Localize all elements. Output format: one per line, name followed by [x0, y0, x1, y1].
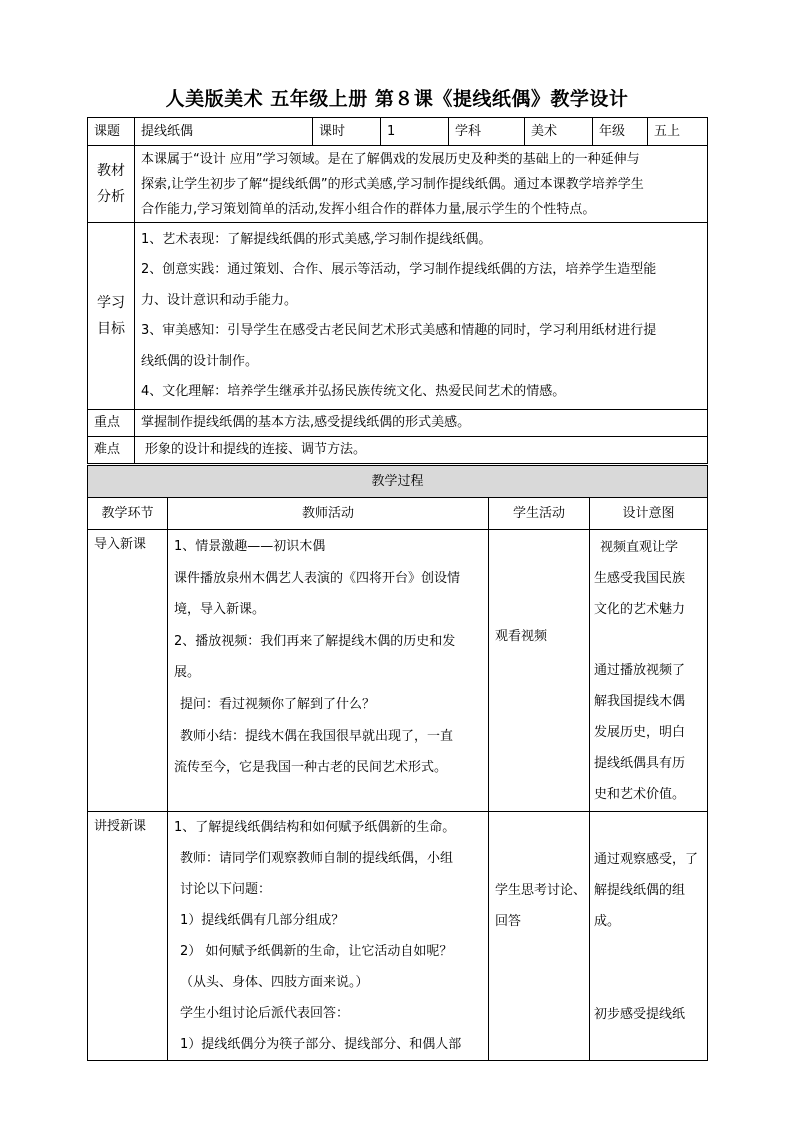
analysis-text: [135, 146, 708, 223]
teacher-line: 1、情景激趣——初识木偶: [174, 539, 326, 554]
intent-line: 史和艺术价值。: [594, 787, 686, 802]
teacher-line: 教师小结：提线木偶在我国很早就出现了，一直: [180, 728, 454, 744]
difficulty-row: [88, 437, 708, 464]
teacher-line: 1）提线纸偶有几部分组成？: [180, 913, 345, 928]
header-stage: 教学环节: [88, 498, 168, 530]
stage-cell: [88, 530, 168, 812]
teacher-line: 提问：看过视频你了解到了什么？: [180, 696, 376, 712]
process-heading: 教学过程: [88, 466, 708, 498]
goal-line: 2、创意实践：通过策划、合作、展示等活动，学习制作提线纸偶的方法，培养学生造型能: [141, 262, 657, 277]
teacher-line: 1）提线纸偶分为筷子部分、提线部分、和偶人部: [180, 1037, 462, 1052]
process-row-intro: [88, 530, 708, 812]
student-activity-cell: [489, 812, 590, 1061]
header-student: 学生活动: [489, 498, 590, 530]
process-row-new: [88, 812, 708, 1061]
process-heading-row: [88, 466, 708, 498]
teacher-line: 课件播放泉州木偶艺人表演的《四将开台》创设情: [174, 570, 461, 586]
stage-label: 导入新课: [94, 537, 147, 552]
teaching-process-table: [87, 465, 708, 1061]
process-header-row: [88, 498, 708, 530]
goals-label: 学习 目标: [88, 223, 135, 410]
intent-line: 解我国提线木偶: [594, 694, 686, 709]
teacher-line: 教师：请同学们观察教师自制的提线纸偶，小组: [180, 851, 454, 866]
teacher-line: 境，导入新课。: [174, 602, 266, 618]
intent-line: 成。: [594, 914, 621, 929]
student-activity: 回答: [495, 914, 522, 929]
key-point-label: 重点: [88, 410, 135, 437]
analysis-line: 探索,让学生初步了解“提线纸偶”的形式美感,学习制作提线纸偶。通过本课教学培养学生: [141, 176, 644, 192]
key-point-text: 掌握制作提线纸偶的基本方法,感受提线纸偶的形式美感。: [135, 410, 708, 437]
key-point-row: [88, 410, 708, 437]
intent-cell: [590, 530, 708, 812]
topic-value: 提线纸偶: [135, 118, 313, 146]
student-activity: 观看视频: [495, 629, 548, 644]
teacher-line: 学生小组讨论后派代表回答：: [180, 1006, 350, 1021]
analysis-label: 教材 分析: [88, 146, 135, 223]
goal-line: 1、艺术表现：了解提线纸偶的形式美感,学习制作提线纸偶。: [141, 231, 492, 247]
teacher-activity-cell: [168, 530, 489, 812]
intent-line: 生感受我国民族: [594, 571, 686, 586]
student-activity: 学生思考讨论、: [495, 883, 587, 898]
goals-row: [88, 223, 708, 410]
intent-line: 文化的艺术魅力: [594, 602, 686, 617]
student-activity-cell: [489, 530, 590, 812]
goal-line: 力、设计意识和动手能力。: [141, 292, 298, 308]
teacher-line: 流传至今，它是我国一种古老的民间艺术形式。: [174, 760, 448, 776]
teacher-activity-cell: [168, 812, 489, 1061]
intent-line: 通过观察感受，了: [594, 852, 699, 867]
intent-line: 通过播放视频了: [594, 663, 686, 678]
difficulty-label: 难点: [88, 437, 135, 464]
info-row: [88, 118, 708, 146]
goal-line: 4、文化理解：培养学生继承并弘扬民族传统文化、热爱民间艺术的情感。: [141, 384, 566, 399]
intent-line: 发展历史，明白: [594, 725, 686, 740]
analysis-row: [88, 146, 708, 223]
stage-label: 讲授新课: [94, 819, 147, 834]
lesson-info-table: [87, 117, 708, 464]
goal-line: 线纸偶的设计制作。: [141, 353, 259, 369]
analysis-line: 合作能力,学习策划简单的活动,发挥小组合作的群体力量,展示学生的个性特点。: [141, 201, 596, 217]
teacher-line: 1、了解提线纸偶结构和如何赋予纸偶新的生命。: [174, 820, 456, 835]
teacher-line: 讨论以下问题：: [180, 882, 272, 897]
period-value: 1: [381, 118, 449, 146]
intent-line: 解提线纸偶的组: [594, 883, 686, 898]
document-title: 人美版美术 五年级上册 第８课《提线纸偶》教学设计: [165, 88, 629, 110]
header-intent: 设计意图: [590, 498, 708, 530]
header-teacher: 教师活动: [168, 498, 489, 530]
difficulty-text: 形象的设计和提线的连接、调节方法。: [135, 437, 708, 464]
analysis-line: 本课属于“设计 应用”学习领域。是在了解偶戏的发展历史及种类的基础上的一种延伸与: [141, 151, 640, 167]
topic-label: 课题: [88, 118, 135, 146]
subject-value: 美术: [525, 118, 593, 146]
teacher-line: （从头、身体、四肢方面来说。）: [180, 975, 369, 990]
intent-cell: [590, 812, 708, 1061]
teacher-line: 2） 如何赋予纸偶新的生命，让它活动自如呢？: [180, 944, 453, 959]
intent-line: 初步感受提线纸: [594, 1007, 686, 1022]
stage-cell: [88, 812, 168, 1061]
period-label: 课时: [313, 118, 381, 146]
goal-line: 3、审美感知：引导学生在感受古老民间艺术形式美感和情趣的同时，学习利用纸材进行提: [141, 323, 657, 338]
subject-label: 学科: [449, 118, 525, 146]
teacher-line: 2、播放视频：我们再来了解提线木偶的历史和发: [174, 633, 456, 649]
grade-label: 年级: [593, 118, 648, 146]
intent-line: 视频直观让学: [600, 540, 679, 555]
intent-line: 提线纸偶具有历: [594, 756, 686, 771]
teacher-line: 展。: [174, 665, 201, 681]
goals-text: [135, 223, 708, 410]
grade-value: 五上: [648, 118, 708, 146]
